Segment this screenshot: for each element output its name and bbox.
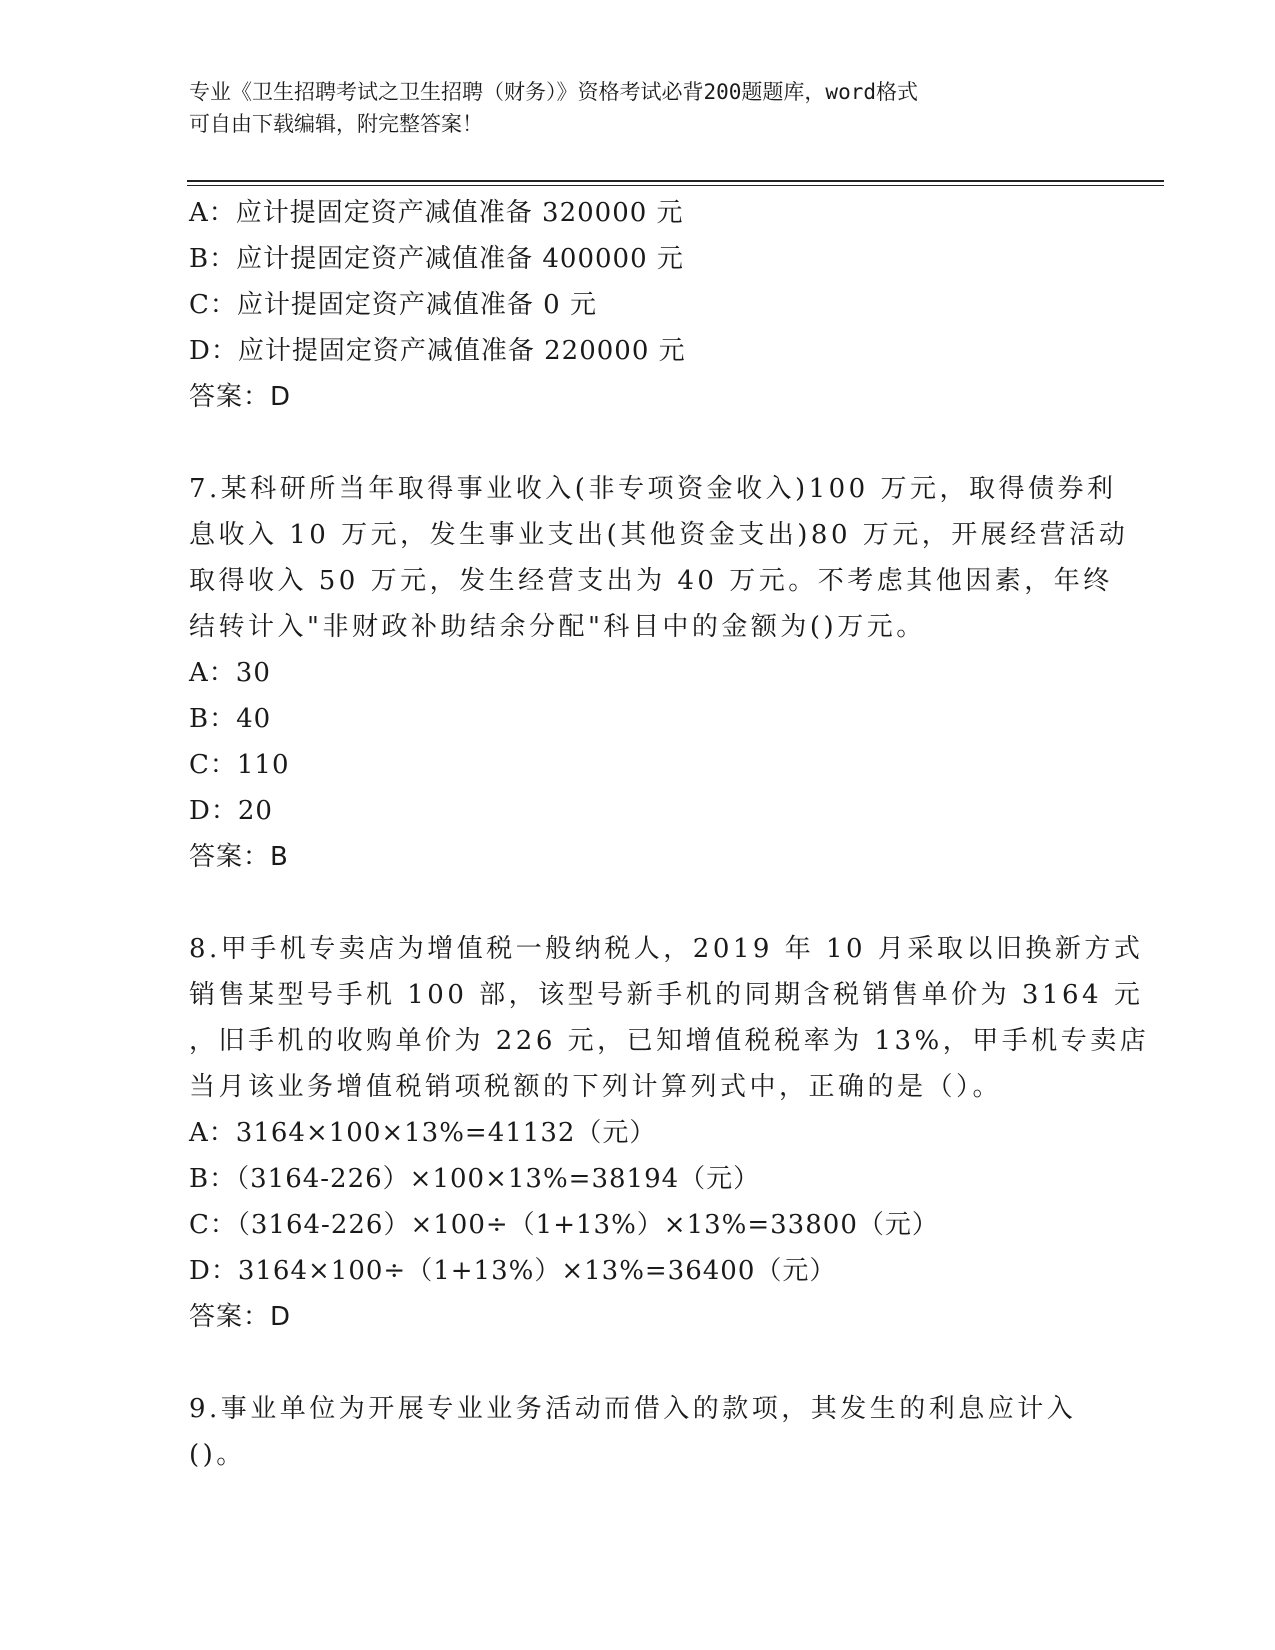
question-stem-line: 当月该业务增值税销项税额的下列计算列式中，正确的是（）。: [189, 1072, 1003, 1102]
question-9: [189, 1386, 1089, 1478]
spacer: [189, 420, 1089, 466]
option-a: A：30: [189, 658, 271, 688]
question-6: [189, 190, 1089, 420]
question-stem-line: 7.某科研所当年取得事业收入(非专项资金收入)100 万元，取得债券利: [189, 474, 1117, 504]
question-8: [189, 926, 1150, 1340]
option-a: A：应计提固定资产减值准备 320000 元: [189, 198, 684, 228]
question-stem-line: ()。: [189, 1440, 246, 1470]
question-stem-line: 息收入 10 万元，发生事业支出(其他资金支出)80 万元，开展经营活动: [189, 520, 1129, 550]
question-7: [189, 466, 1129, 880]
option-c: C：应计提固定资产减值准备 0 元: [189, 290, 597, 320]
option-d: D：3164×100÷（1+13%）×13%=36400（元）: [189, 1256, 837, 1286]
question-stem-line: 结转计入"非财政补助结余分配"科目中的金额为()万元。: [189, 612, 926, 642]
header-subtitle-line: 可自由下载编辑，附完整答案！: [189, 112, 483, 136]
question-stem-line: ，旧手机的收购单价为 226 元，已知增值税税率为 13%，甲手机专卖店: [189, 1026, 1150, 1056]
answer-line: 答案：D: [189, 1302, 292, 1332]
option-b: B：（3164-226）×100×13%=38194（元）: [189, 1164, 761, 1194]
header-divider-thin: [187, 185, 1164, 186]
answer-line: 答案：B: [189, 842, 289, 872]
question-stem-line: 8.甲手机专卖店为增值税一般纳税人，2019 年 10 月采取以旧换新方式: [189, 934, 1144, 964]
question-content: [189, 190, 1150, 1478]
option-b: B：40: [189, 704, 272, 734]
spacer: [189, 880, 1089, 926]
question-stem-line: 取得收入 50 万元，发生经营支出为 40 万元。不考虑其他因素，年终: [189, 566, 1113, 596]
option-d: D：应计提固定资产减值准备 220000 元: [189, 336, 686, 366]
option-a: A：3164×100×13%=41132（元）: [189, 1118, 657, 1148]
header-divider-thick: [187, 180, 1164, 182]
option-c: C：110: [189, 750, 290, 780]
option-b: B：应计提固定资产减值准备 400000 元: [189, 244, 684, 274]
header-title-line: 专业《卫生招聘考试之卫生招聘（财务）》资格考试必背200题题库，word格式: [189, 80, 918, 104]
answer-line: 答案：D: [189, 382, 292, 412]
page-header: [189, 76, 1089, 140]
option-c: C：（3164-226）×100÷（1+13%）×13%=33800（元）: [189, 1210, 939, 1240]
option-d: D：20: [189, 796, 273, 826]
spacer: [189, 1340, 1089, 1386]
question-stem-line: 销售某型号手机 100 部，该型号新手机的同期含税销售单价为 3164 元: [189, 980, 1144, 1010]
question-stem-line: 9.事业单位为开展专业业务活动而借入的款项，其发生的利息应计入: [189, 1394, 1077, 1424]
